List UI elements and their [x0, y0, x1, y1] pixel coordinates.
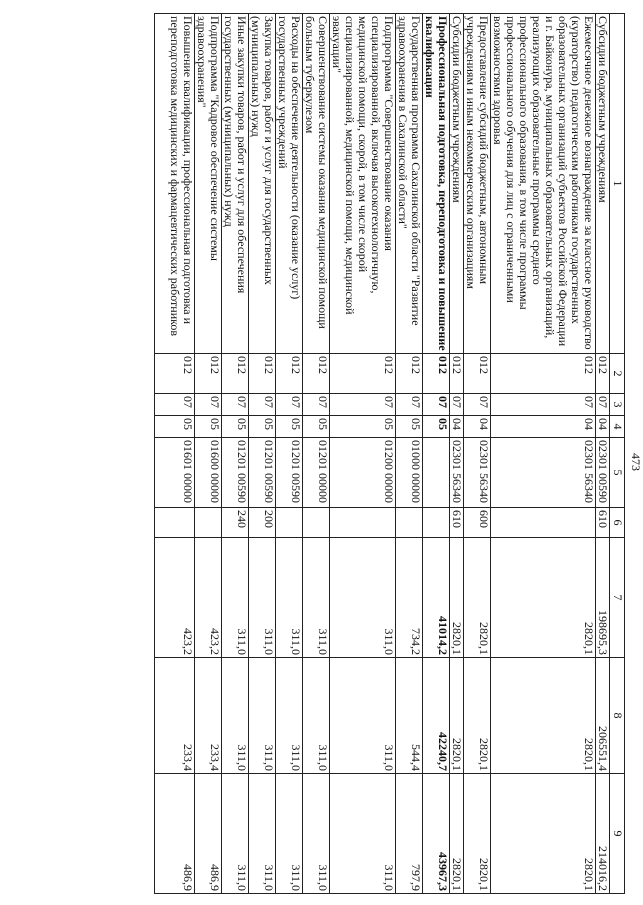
row-value-col8: 2820,1: [491, 658, 596, 774]
row-target-article: [423, 438, 450, 508]
table-row: [396, 14, 423, 894]
row-description: Государственная программа Сахалинской области "Развитие здравоохранения в Сахалинской области": [396, 14, 423, 354]
row-expense-type: [195, 508, 222, 538]
row-subsection-code: 04: [450, 416, 464, 438]
row-value-col7: 311,0: [249, 538, 276, 658]
column-number: 7: [610, 538, 625, 658]
row-expense-type: [330, 508, 396, 538]
row-description: Субсидии бюджетным учреждениям: [596, 14, 610, 354]
row-description: Подпрограмма "Кадровое обеспечение системы здравоохранения": [195, 14, 222, 354]
row-ministry-code: 012: [155, 354, 195, 394]
row-value-col7: 423,2: [195, 538, 222, 658]
row-subsection-code: 05: [249, 416, 276, 438]
row-value-col9: 214016,2: [596, 774, 610, 894]
row-ministry-code: 012: [330, 354, 396, 394]
row-ministry-code: 012: [450, 354, 464, 394]
row-subsection-code: 05: [396, 416, 423, 438]
row-value-col9: 2820,1: [464, 774, 491, 894]
row-subsection-code: 05: [195, 416, 222, 438]
row-value-col9: 43967,3: [423, 774, 450, 894]
row-ministry-code: 012: [222, 354, 249, 394]
table-row: [464, 14, 491, 894]
row-expense-type: 240: [222, 508, 249, 538]
row-expense-type: [396, 508, 423, 538]
row-value-col7: 734,2: [396, 538, 423, 658]
row-value-col8: 233,4: [195, 658, 222, 774]
row-subsection-code: 05: [276, 416, 303, 438]
column-number: 3: [610, 394, 625, 416]
page-number: 473: [629, 453, 643, 471]
row-subsection-code: 05: [303, 416, 330, 438]
row-subsection-code: 05: [222, 416, 249, 438]
row-value-col7: 423,2: [155, 538, 195, 658]
row-ministry-code: 012: [396, 354, 423, 394]
column-number: 2: [610, 354, 625, 394]
column-number: 8: [610, 658, 625, 774]
row-section-code: 07: [195, 394, 222, 416]
row-value-col8: 544,4: [396, 658, 423, 774]
row-subsection-code: 05: [155, 416, 195, 438]
row-value-col9: 311,0: [330, 774, 396, 894]
row-target-article: 01201 00590: [276, 438, 303, 508]
row-subsection-code: 04: [596, 416, 610, 438]
row-target-article: 01201 00000: [303, 438, 330, 508]
row-ministry-code: 012: [276, 354, 303, 394]
row-subsection-code: 04: [491, 416, 596, 438]
table-row: [596, 14, 610, 894]
row-value-col7: 2820,1: [450, 538, 464, 658]
row-value-col9: 311,0: [303, 774, 330, 894]
table-row: [155, 14, 195, 894]
row-description: Подпрограмма "Совершенствование оказания специализированной, включая высокотехнологичную, медицинской помощи, скорой, в том числе скорой специализированной, медицинской помощи, медицинской эвакуации": [330, 14, 396, 354]
table-row: [450, 14, 464, 894]
row-expense-type: [276, 508, 303, 538]
row-expense-type: 600: [464, 508, 491, 538]
row-value-col9: 486,9: [195, 774, 222, 894]
row-expense-type: 610: [596, 508, 610, 538]
row-target-article: 01201 00590: [249, 438, 276, 508]
column-number: 4: [610, 416, 625, 438]
column-number: 5: [610, 438, 625, 508]
row-ministry-code: 012: [195, 354, 222, 394]
row-value-col7: 311,0: [330, 538, 396, 658]
row-ministry-code: 012: [423, 354, 450, 394]
row-description: Предоставление субсидий бюджетным, автономным учреждениям и иным некоммерческим организациям: [464, 14, 491, 354]
row-value-col9: 486,9: [155, 774, 195, 894]
row-target-article: 01600 00000: [195, 438, 222, 508]
row-value-col8: 2820,1: [464, 658, 491, 774]
row-target-article: 02301 56340: [491, 438, 596, 508]
row-ministry-code: 012: [249, 354, 276, 394]
row-value-col7: 41014,2: [423, 538, 450, 658]
row-section-code: 07: [222, 394, 249, 416]
column-number-row: [610, 14, 625, 894]
row-target-article: 01000 00000: [396, 438, 423, 508]
row-section-code: 07: [155, 394, 195, 416]
row-value-col8: 311,0: [276, 658, 303, 774]
row-section-code: 07: [423, 394, 450, 416]
row-target-article: 01201 00590: [222, 438, 249, 508]
row-value-col9: 311,0: [249, 774, 276, 894]
table-row: [491, 14, 596, 894]
rotated-table-container: [25, 13, 643, 893]
table-row: [249, 14, 276, 894]
row-subsection-code: 05: [330, 416, 396, 438]
row-value-col8: 311,0: [222, 658, 249, 774]
table-row: [276, 14, 303, 894]
row-value-col7: 311,0: [276, 538, 303, 658]
budget-table: [154, 13, 625, 894]
row-ministry-code: 012: [303, 354, 330, 394]
column-number: 9: [610, 774, 625, 894]
row-value-col8: 311,0: [249, 658, 276, 774]
column-number: 6: [610, 508, 625, 538]
row-target-article: 02301 56340: [464, 438, 491, 508]
row-section-code: 07: [330, 394, 396, 416]
row-section-code: 07: [491, 394, 596, 416]
row-value-col7: 198695,3: [596, 538, 610, 658]
row-description: Иные закупки товаров, работ и услуг для обеспечения государственных (муниципальных) нужд: [222, 14, 249, 354]
row-ministry-code: 012: [596, 354, 610, 394]
row-value-col8: 311,0: [330, 658, 396, 774]
row-value-col9: 311,0: [276, 774, 303, 894]
row-value-col9: 797,9: [396, 774, 423, 894]
row-value-col8: 206551,4: [596, 658, 610, 774]
table-row: [330, 14, 396, 894]
row-value-col7: 311,0: [303, 538, 330, 658]
row-value-col9: 2820,1: [450, 774, 464, 894]
row-section-code: 07: [450, 394, 464, 416]
row-ministry-code: 012: [464, 354, 491, 394]
row-description: Повышение квалификации, профессиональная подготовка и переподготовка медицинских и фармацевтических работников: [155, 14, 195, 354]
row-target-article: 01200 00000: [330, 438, 396, 508]
table-row: [222, 14, 249, 894]
row-subsection-code: 05: [423, 416, 450, 438]
row-target-article: 02301 56340: [450, 438, 464, 508]
row-value-col8: 233,4: [155, 658, 195, 774]
row-value-col9: 311,0: [222, 774, 249, 894]
row-expense-type: [155, 508, 195, 538]
row-description: Совершенствование системы оказания медицинской помощи больным туберкулезом: [303, 14, 330, 354]
row-target-article: 01601 00000: [155, 438, 195, 508]
table-row: [195, 14, 222, 894]
row-expense-type: [423, 508, 450, 538]
row-value-col7: 2820,1: [464, 538, 491, 658]
row-value-col8: 2820,1: [450, 658, 464, 774]
row-section-code: 07: [303, 394, 330, 416]
column-number: 1: [610, 14, 625, 354]
row-expense-type: [303, 508, 330, 538]
row-subsection-code: 04: [464, 416, 491, 438]
row-section-code: 07: [276, 394, 303, 416]
row-target-article: 02301 00590: [596, 438, 610, 508]
row-value-col7: 2820,1: [491, 538, 596, 658]
row-expense-type: 610: [450, 508, 464, 538]
row-description: Закупка товаров, работ и услуг для государственных (муниципальных) нужд: [249, 14, 276, 354]
row-section-code: 07: [596, 394, 610, 416]
table-row: [303, 14, 330, 894]
row-expense-type: [491, 508, 596, 538]
row-value-col8: 311,0: [303, 658, 330, 774]
row-ministry-code: 012: [491, 354, 596, 394]
row-description: Профессиональная подготовка, переподготовка и повышение квалификации: [423, 14, 450, 354]
row-section-code: 07: [464, 394, 491, 416]
table-row: [423, 14, 450, 894]
row-description: Ежемесячное денежное вознаграждение за классное руководство (кураторство) педагогическим работникам государственных образовательных организаций субъектов Российской Федерации и г. Байконура, муниципальных образовательных организаций, реализующих образовательные программы среднего профессионального образования, в том числе программы профессионального обучения для лиц с ограниченными возможностями здоровья: [491, 14, 596, 354]
row-description: Субсидии бюджетным учреждениям: [450, 14, 464, 354]
row-value-col7: 311,0: [222, 538, 249, 658]
row-description: Расходы на обеспечение деятельности (оказание услуг) государственных учреждений: [276, 14, 303, 354]
row-section-code: 07: [249, 394, 276, 416]
row-section-code: 07: [396, 394, 423, 416]
row-value-col9: 2820,1: [491, 774, 596, 894]
row-value-col8: 42240,7: [423, 658, 450, 774]
row-expense-type: 200: [249, 508, 276, 538]
